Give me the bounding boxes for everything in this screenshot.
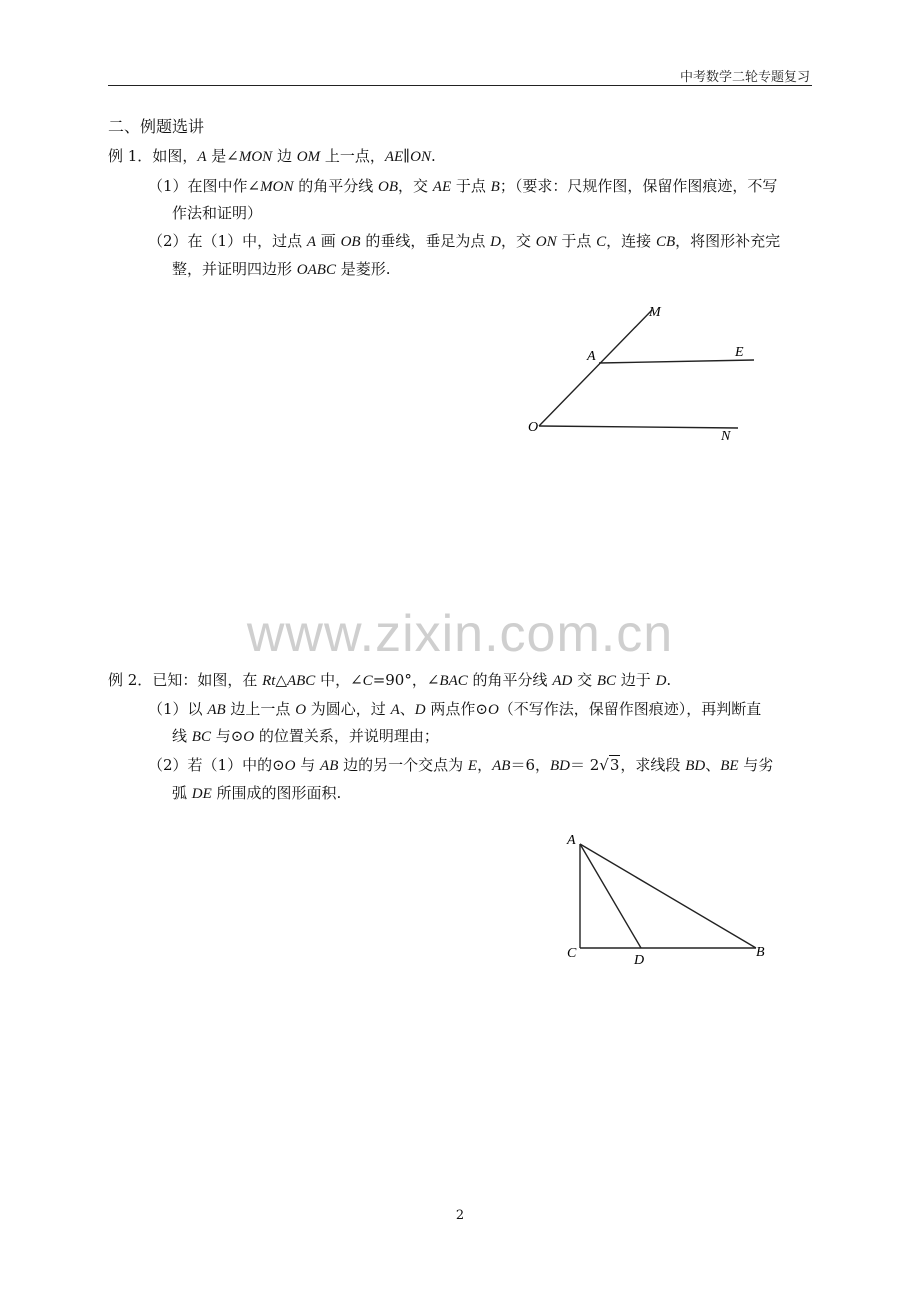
example2-question2-line2: 弧 DE 所围成的图形面积.: [172, 784, 342, 802]
example1-label: 例 1．: [108, 147, 153, 165]
figure-angle-mon: [520, 298, 770, 448]
label-o: O: [528, 420, 539, 435]
ray-ae: [599, 360, 754, 363]
example1-statement: 例 1．如图，A 是∠MON 边 OM 上一点，AE∥ON.: [108, 147, 436, 165]
side-ab: [580, 844, 756, 948]
example2-question1: （1）以 AB 边上一点 O 为圆心，过 A、D 两点作⊙O（不写作法，保留作图痕迹），再判断直: [148, 700, 762, 718]
header-rule: [108, 85, 812, 86]
example1-question1-line2: 作法和证明）: [172, 204, 263, 222]
sqrt-symbol: √3: [599, 756, 620, 774]
label-e: E: [735, 345, 744, 360]
bisector-ad: [580, 844, 641, 948]
figure-right-triangle: [560, 826, 780, 972]
label-a: A: [567, 833, 576, 848]
label-b: B: [756, 945, 765, 960]
example1-question2-line2: 整，并证明四边形 OABC 是菱形.: [172, 260, 391, 278]
header-title: 中考数学二轮专题复习: [679, 70, 810, 85]
example2-question1-line2: 线 BC 与⊙O 的位置关系，并说明理由；: [172, 727, 439, 745]
example2-label: 例 2．: [108, 671, 153, 689]
example1-question2: （2）在（1）中，过点 A 画 OB 的垂线，垂足为点 D，交 ON 于点 C，连接 CB，将图形补充完: [148, 232, 781, 250]
label-n: N: [721, 429, 731, 444]
label-m: M: [649, 305, 661, 320]
example2-question2: （2）若（1）中的⊙O 与 AB 边的另一个交点为 E，AB＝6，BD＝ 2√3，求线段 BD、BE 与劣: [148, 756, 774, 774]
section-title: 二、例题选讲: [108, 117, 205, 136]
page-number: 2: [455, 1208, 465, 1223]
label-a: A: [587, 349, 596, 364]
label-c: C: [567, 946, 577, 961]
ray-on: [539, 426, 738, 428]
example2-statement: 例 2．已知：如图，在 Rt△ABC 中，∠C=90°，∠BAC 的角平分线 AD 交 BC 边于 D.: [108, 671, 672, 689]
label-d: D: [634, 953, 645, 968]
example1-question1: （1）在图中作∠MON 的角平分线 OB，交 AE 于点 B；（要求：尺规作图，保留作图痕迹，不写: [148, 177, 778, 195]
ray-om: [539, 310, 652, 426]
watermark: www.zixin.com.cn: [246, 605, 674, 663]
